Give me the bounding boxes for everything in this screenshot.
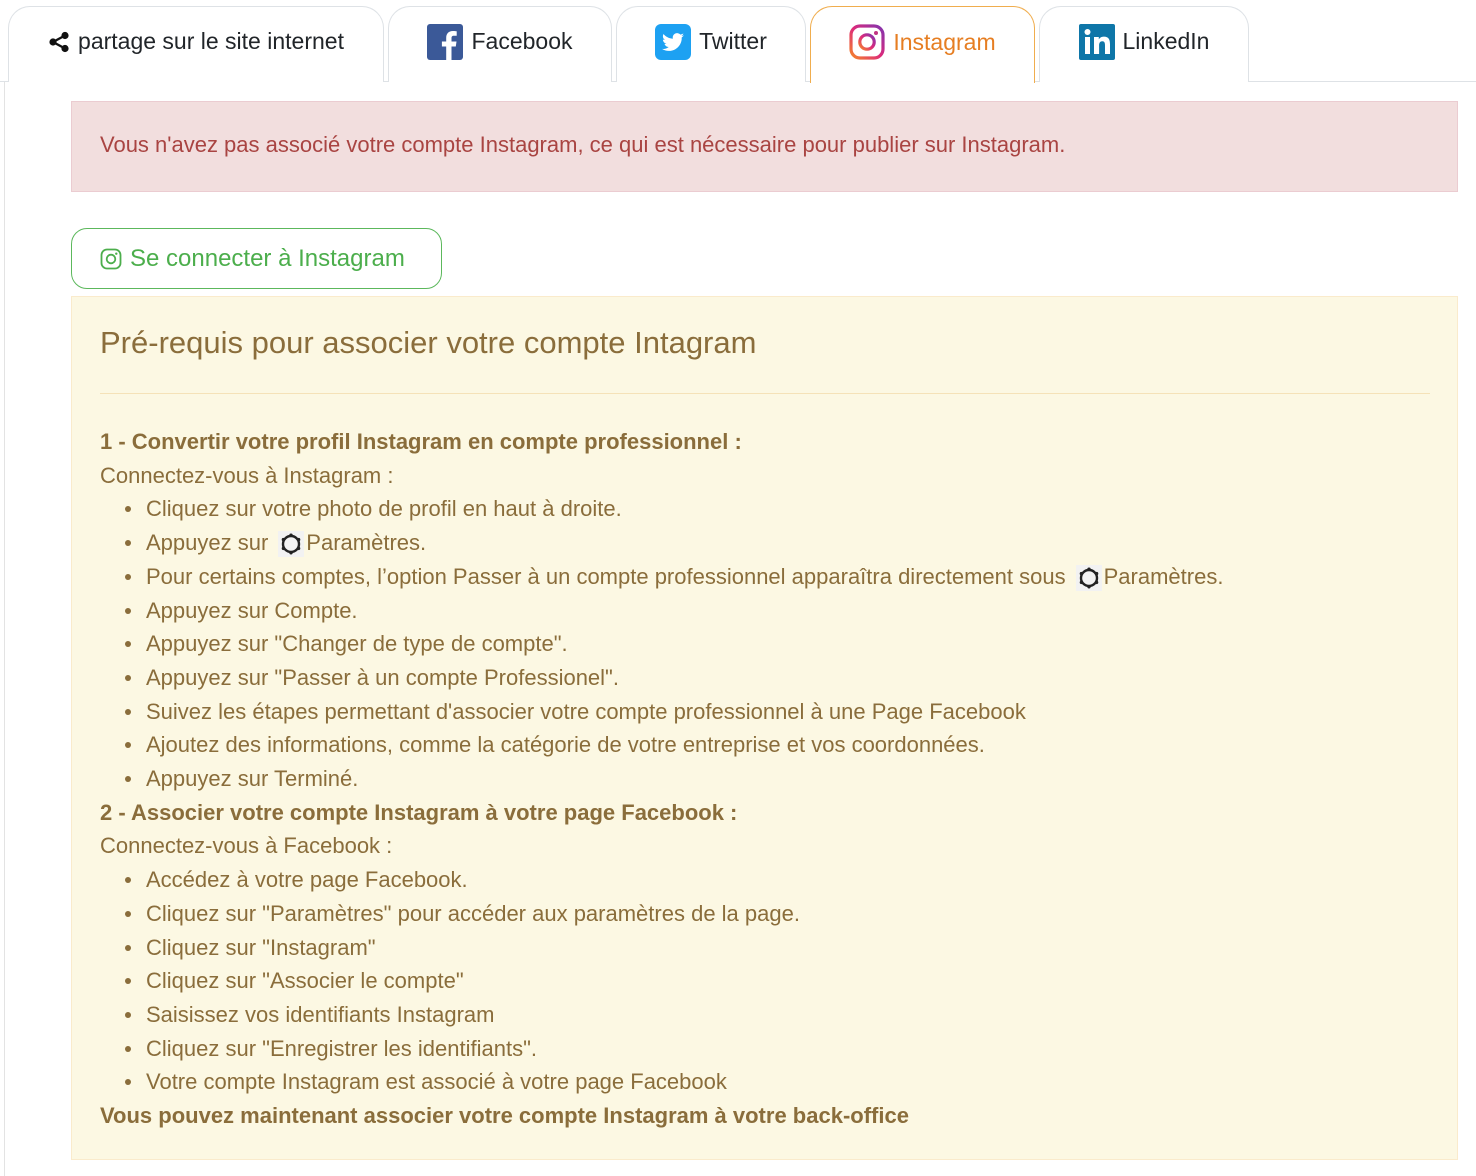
list-item-text: Appuyez sur "Changer de type de compte".: [146, 631, 568, 657]
list-item-text: Appuyez sur Terminé.: [146, 766, 359, 792]
tab-label: Instagram: [893, 28, 996, 55]
connect-instagram-label: Se connecter à Instagram: [130, 244, 405, 272]
list-item: Cliquez sur "Associer le compte": [146, 964, 1430, 998]
tab-label: Twitter: [699, 28, 767, 54]
tab-label: Facebook: [471, 28, 573, 54]
list-item-text: Paramètres.: [306, 530, 427, 556]
list-item-text: Appuyez sur Compte.: [146, 597, 358, 623]
tab-facebook[interactable]: [388, 6, 612, 82]
instagram-icon: [849, 24, 885, 60]
tab-instagram[interactable]: [810, 6, 1035, 83]
content-frame-border: [4, 82, 5, 1176]
list-item: [146, 594, 1430, 628]
list-item: Cliquez sur "Paramètres" pour accéder aux paramètres de la page.: [146, 897, 1430, 931]
list-item: [146, 762, 1430, 796]
step2-intro: Connectez-vous à Facebook :: [100, 833, 393, 859]
list-item: [146, 661, 1430, 695]
list-item-text: Suivez les étapes permettant d'associer votre compte professionnel à une Page Facebook: [146, 698, 1026, 724]
list-item: Cliquez sur "Enregistrer les identifiants".: [146, 1032, 1430, 1066]
tab-twitter[interactable]: [616, 6, 806, 82]
list-item-text: Appuyez sur: [146, 530, 269, 556]
final-note: Vous pouvez maintenant associer votre compte Instagram à votre back-office: [100, 1103, 909, 1129]
list-item: [146, 560, 1430, 594]
list-item: Saisissez vos identifiants Instagram: [146, 998, 1430, 1032]
list-item: [146, 695, 1430, 729]
step1-intro: Connectez-vous à Instagram :: [100, 462, 394, 488]
list-item-text: Appuyez sur "Passer à un compte Professionel".: [146, 664, 619, 690]
tab-linkedin[interactable]: [1039, 6, 1249, 82]
panel-title: Pré-requis pour associer votre compte Intagram: [100, 325, 757, 360]
step1-title: 1 - Convertir votre profil Instagram en compte professionnel :: [100, 429, 742, 454]
share-icon: [48, 31, 70, 53]
tab-bar: [0, 0, 1476, 82]
alert-message: Vous n'avez pas associé votre compte Instagram, ce qui est nécessaire pour publier sur Instagram.: [100, 132, 1066, 157]
twitter-icon: [655, 24, 691, 60]
list-item: Votre compte Instagram est associé à votre page Facebook: [146, 1065, 1430, 1099]
panel-content: [100, 425, 1430, 1133]
list-item-text: Paramètres.: [1103, 563, 1224, 589]
list-item: [146, 728, 1430, 762]
connect-instagram-button[interactable]: [71, 228, 442, 289]
gear-icon: [278, 531, 304, 557]
list-item: [146, 627, 1430, 661]
tab-website-share[interactable]: [8, 6, 384, 82]
list-item: [146, 492, 1430, 526]
panel-divider: [100, 393, 1430, 394]
facebook-icon: [427, 24, 463, 60]
gear-icon: [1076, 565, 1102, 591]
prerequisites-panel: [71, 296, 1458, 1160]
tab-label: LinkedIn: [1122, 28, 1210, 54]
step2-list: [100, 863, 1430, 1099]
linkedin-icon: [1079, 24, 1115, 60]
list-item: Accédez à votre page Facebook.: [146, 863, 1430, 897]
instagram-icon: [100, 248, 122, 270]
step2-title: 2 - Associer votre compte Instagram à votre page Facebook :: [100, 799, 738, 825]
list-item-text: Pour certains comptes, l’option Passer à un compte professionnel apparaîtra directement sous: [146, 563, 1066, 589]
list-item-text: Ajoutez des informations, comme la catégorie de votre entreprise et vos coordonnées.: [146, 732, 985, 758]
tab-label: partage sur le site internet: [78, 28, 344, 54]
list-item-text: Cliquez sur votre photo de profil en haut à droite.: [146, 496, 622, 522]
instagram-not-linked-alert: [71, 101, 1458, 192]
list-item: Cliquez sur "Instagram": [146, 931, 1430, 965]
list-item: [146, 526, 1430, 560]
step1-list: [100, 492, 1430, 795]
